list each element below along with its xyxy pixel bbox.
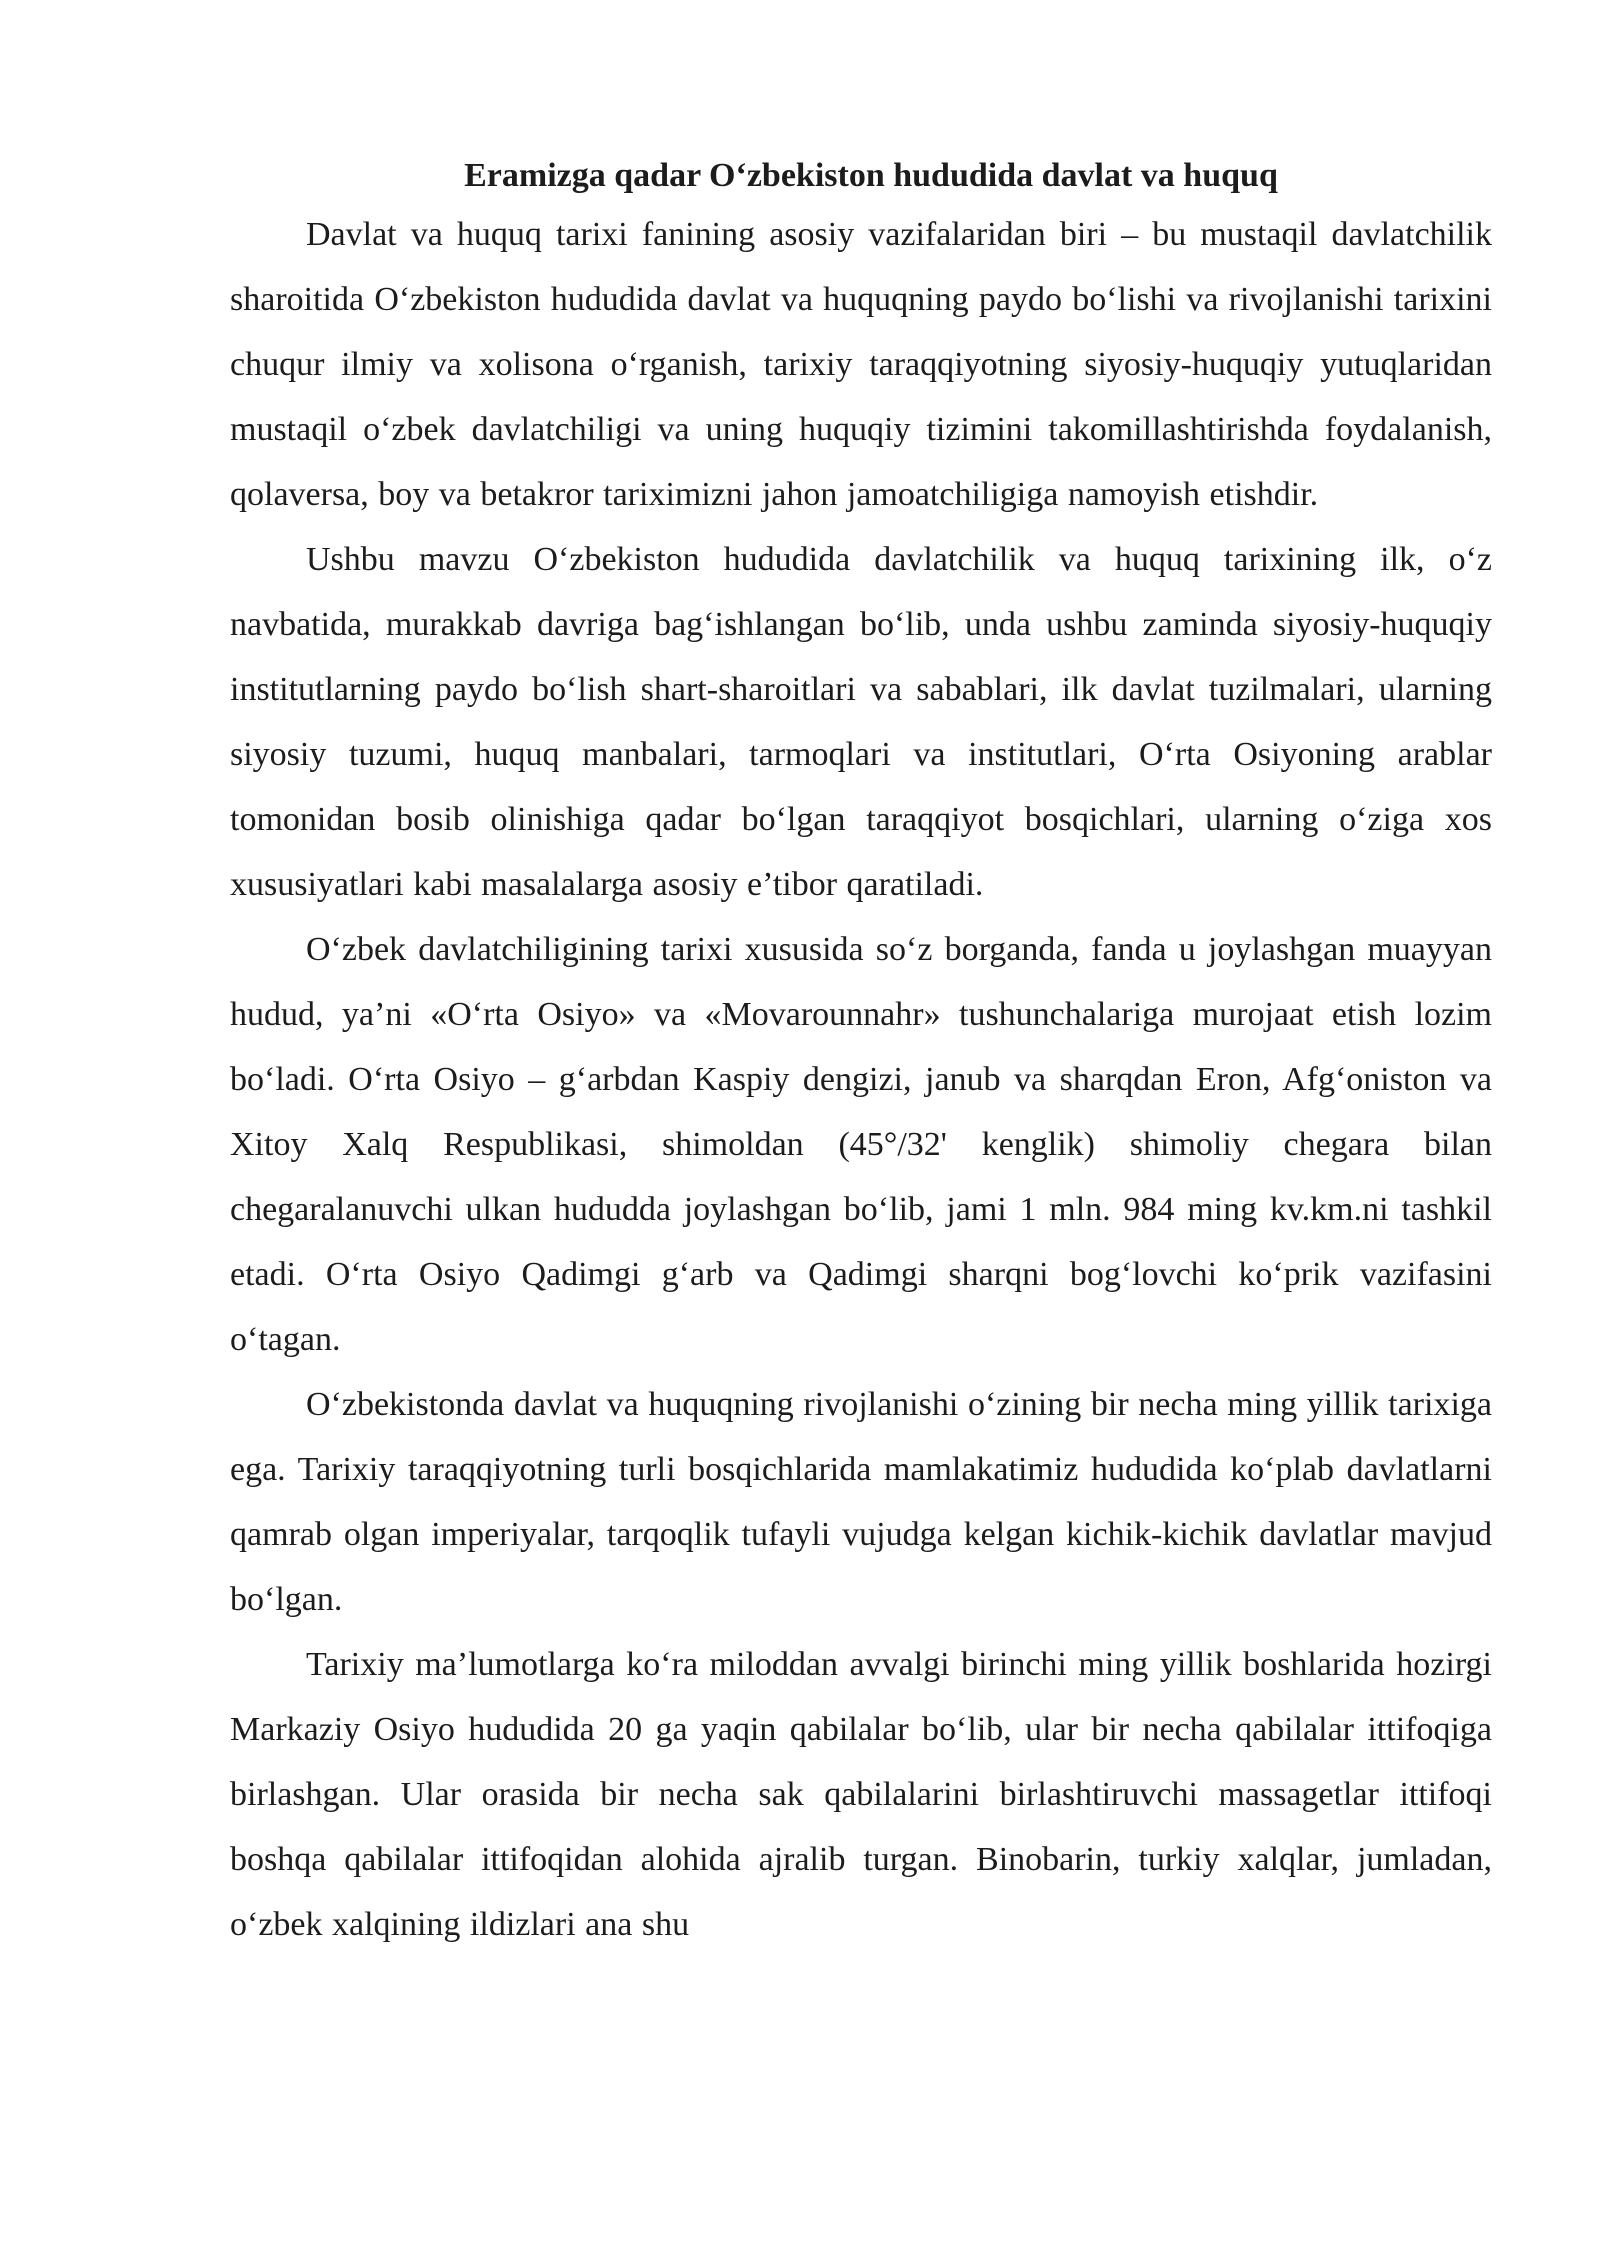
paragraph-1: Davlat va huquq tarixi fanining asosiy vazifalaridan biri – bu mustaqil davlatchilik sharoitida O‘zbekiston hududida davlat va huquqning paydo bo‘lishi va rivojlanishi tarixini chuqur ilmiy va xolisona o‘rganish, tarixiy taraqqiyotning siyosiy-huquqiy yutuqlaridan mustaqil o‘zbek davlatchiligi va uning huquqiy tizimini takomillashtirishda foydalanish, qolaversa, boy va betakror tariximizni jahon jamoatchiligiga namoyish etishdir. xyxy=(230,216,1492,513)
document-page xyxy=(230,150,1492,1957)
paragraph-5: Tarixiy ma’lumotlarga ko‘ra miloddan avvalgi birinchi ming yillik boshlarida hozirgi Markaziy Osiyo hududida 20 ga yaqin qabilalar bo‘lib, ular bir necha qabilalar ittifoqiga birlashgan. Ular orasida bir necha sak qabilalarini birlashtiruvchi massagetlar ittifoqi boshqa qabilalar ittifoqidan alohida ajralib turgan. Binobarin, turkiy xalqlar, jumladan, o‘zbek xalqining ildizlari ana shu xyxy=(230,1646,1492,1943)
document-title: Eramizga qadar O‘zbekiston hududida davlat va huquq xyxy=(464,157,1278,194)
paragraph-3: O‘zbek davlatchiligining tarixi xususida so‘z borganda, fanda u joylashgan muayyan hudud, ya’ni «O‘rta Osiyo» va «Movarounnahr» tushunchalariga murojaat etish lozim bo‘ladi. O‘rta Osiyo – g‘arbdan Kaspiy dengizi, janub va sharqdan Eron, Afg‘oniston va Xitoy Xalq Respublikasi, shimoldan (45°/32' kenglik) shimoliy chegara bilan chegaralanuvchi ulkan hududda joylashgan bo‘lib, jami 1 mln. 984 ming kv.km.ni tashkil etadi. O‘rta Osiyo Qadimgi g‘arb va Qadimgi sharqni bog‘lovchi ko‘prik vazifasini o‘tagan. xyxy=(230,931,1492,1358)
paragraph-2: Ushbu mavzu O‘zbekiston hududida davlatchilik va huquq tarixining ilk, o‘z navbatida, murakkab davriga bag‘ishlangan bo‘lib, unda ushbu zaminda siyosiy-huquqiy institutlarning paydo bo‘lish shart-sharoitlari va sabablari, ilk davlat tuzilmalari, ularning siyosiy tuzumi, huquq manbalari, tarmoqlari va institutlari, O‘rta Osiyoning arablar tomonidan bosib olinishiga qadar bo‘lgan taraqqiyot bosqichlari, ularning o‘ziga xos xususiyatlari kabi masalalarga asosiy e’tibor qaratiladi. xyxy=(230,541,1492,903)
paragraph-4: O‘zbekistonda davlat va huquqning rivojlanishi o‘zining bir necha ming yillik tarixiga ega. Tarixiy taraqqiyotning turli bosqichlarida mamlakatimiz hududida ko‘plab davlatlarni qamrab olgan imperiyalar, tarqoqlik tufayli vujudga kelgan kichik-kichik davlatlar mavjud bo‘lgan. xyxy=(230,1386,1492,1618)
